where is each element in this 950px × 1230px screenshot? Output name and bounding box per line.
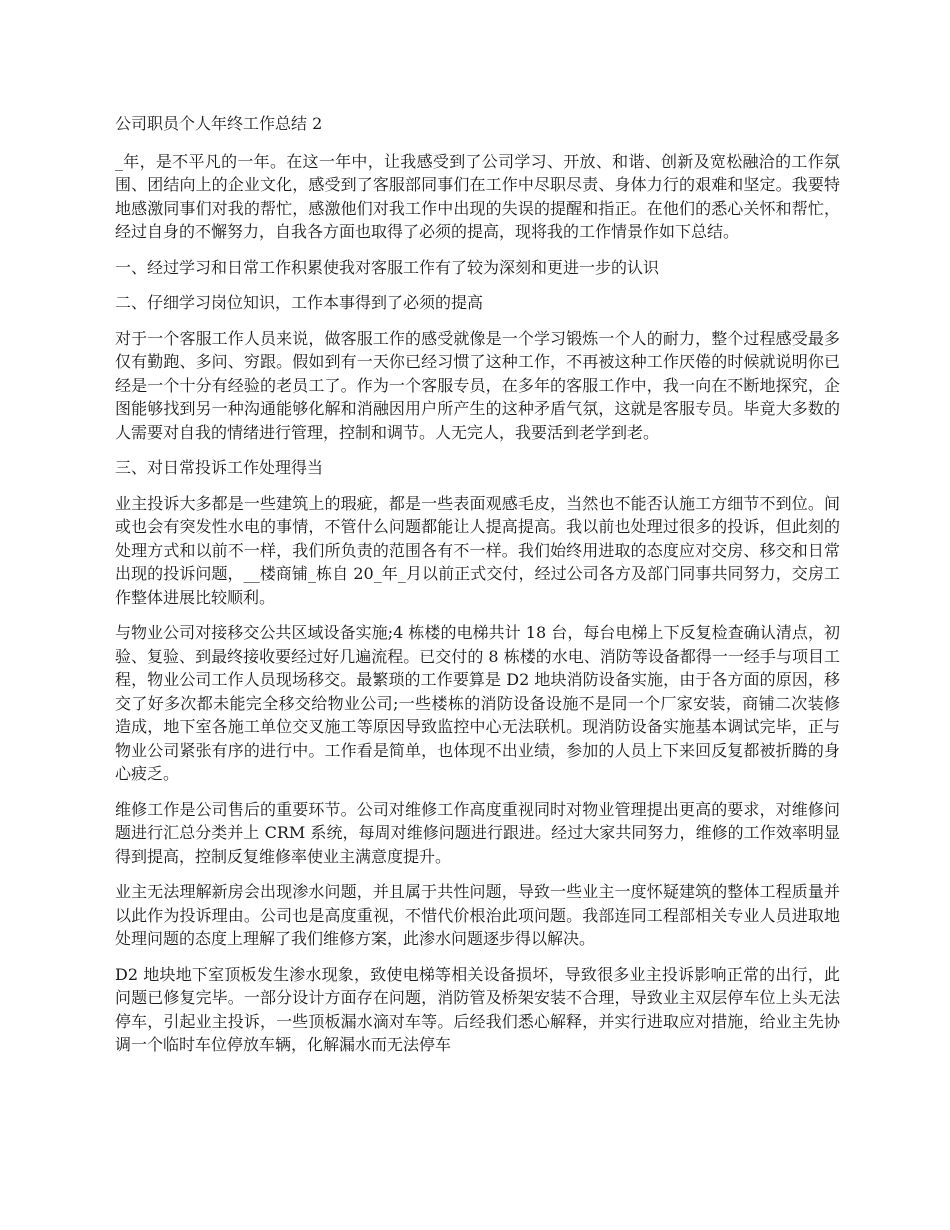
paragraph-leakage: 业主无法理解新房会出现渗水问题，并且属于共性问题，导致一些业主一度怀疑建筑的整体工程质量并以此作为投诉理由。公司也是高度重视，不惜代价根治此项问题。我部连同工程部相关专业人员进取地处理问题的态度上理解了我们维修方案，此渗水问题逐步得以解决。 [115,882,840,948]
paragraph-intro: _年，是不平凡的一年。在这一年中，让我感受到了公司学习、开放、和谐、创新及宽松融洽的工作氛围、团结向上的企业文化，感受到了客服部同事们在工作中尽职尽责、身体力行的艰难和坚定。我要特地感激同事们对我的帮忙，感激他们对我工作中出现的失误的提醒和指正。在他们的悉心关怀和帮忙，经过自身的不懈努力，自我各方面也取得了必须的提高，现将我的工作情景作如下总结。 [115,151,840,241]
paragraph-basement: D2 地块地下室顶板发生渗水现象，致使电梯等相关设备损坏，导致很多业主投诉影响正常的出行，此问题已修复完毕。一部分设计方面存在问题，消防管及桥架安装不合理，导致业主双层停车位上头无法停车，引起业主投诉，一些顶板漏水滴对车等。后经我们悉心解释，并实行进取应对措施，给业主先协调一个临时车位停放车辆，化解漏水而无法停车 [115,964,840,1054]
paragraph-customer-service: 对于一个客服工作人员来说，做客服工作的感受就像是一个学习锻炼一个人的耐力，整个过程感受最多仅有勤跑、多问、穷跟。假如到有一天你已经习惯了这种工作，不再被这种工作厌倦的时候就说明你已经是一个十分有经验的老员工了。作为一个客服专员，在多年的客服工作中，我一向在不断地探究，企图能够找到另一种沟通能够化解和消融因用户所产生的这种矛盾气氛，这就是客服专员。毕竟大多数的人需要对自我的情绪进行管理，控制和调节。人无完人，我要活到老学到老。 [115,328,840,442]
paragraph-complaints: 业主投诉大多都是一些建筑上的瑕疵，都是一些表面观感毛皮，当然也不能否认施工方细节不到位。间或也会有突发性水电的事情，不管什么问题都能让人提高提高。我以前也处理过很多的投诉，但此刻的处理方式和以前不一样，我们所负责的范围各有不一样。我们始终用进取的态度应对交房、移交和日常出现的投诉问题，__楼商铺_栋自 20_年_月以前正式交付，经过公司各方及部门同事共同努力，交房工作整体进展比较顺利。 [115,493,840,607]
document-title: 公司职员个人年终工作总结 2 [115,114,323,133]
paragraph-handover: 与物业公司对接移交公共区域设备实施;4 栋楼的电梯共计 18 台，每台电梯上下反复检查确认清点，初验、复验、到最终接收要经过好几遍流程。已交付的 8 栋楼的水电、消防等设备都得一一经手与项目工程，物业公司工作人员现场移交。最繁琐的工作要算是 D2 地块消防设备实施，由于各方面的原因，移交了好多次都未能完全移交给物业公司;一些楼栋的消防设备设施不是同一个厂家安装，商铺二次装修造成，地下室各施工单位交叉施工等原因导致监控中心无法联机。现消防设备实施基本调试完毕，正与物业公司紧张有序的进行中。工作看是简单，也体现不出业绩，参加的人员上下来回反复都被折腾的身心疲乏。 [115,623,840,783]
document-page [115,112,840,1069]
section-heading-1: 一、经过学习和日常工作积累使我对客服工作有了较为深刻和更进一步的认识 [115,257,660,277]
section-heading-2: 二、仔细学习岗位知识，工作本事得到了必须的提高 [115,293,484,312]
section-heading-3: 三、对日常投诉工作处理得当 [115,458,324,477]
paragraph-maintenance: 维修工作是公司售后的重要环节。公司对维修工作高度重视同时对物业管理提出更高的要求，对维修问题进行汇总分类并上 CRM 系统，每周对维修问题进行跟进。经过大家共同努力，维修的工作效率明显得到提高，控制反复维修率使业主满意度提升。 [115,799,840,866]
